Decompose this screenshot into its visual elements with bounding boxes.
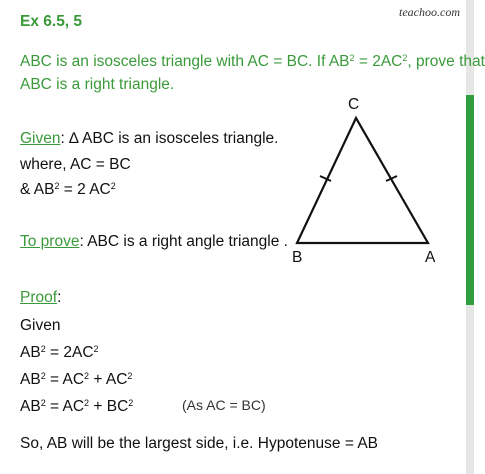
sup: 2 (40, 371, 46, 382)
step1-a: AB (20, 344, 41, 361)
proof-given: Given (20, 317, 61, 334)
sup: 2 (40, 398, 46, 409)
proof-label: Proof (20, 289, 58, 306)
to-prove-text: : ABC is a right angle triangle . (79, 233, 288, 250)
sup: 2 (127, 371, 133, 382)
step2-a: AB (20, 371, 41, 388)
question-text-b: = 2AC (354, 53, 403, 70)
given-text: : ∆ ABC is an isosceles triangle. (60, 130, 279, 147)
sup: 2 (128, 398, 134, 409)
step1-b: = 2AC (45, 344, 94, 361)
question-text-a: ABC is an isosceles triangle with AC = BC. If AB (20, 53, 350, 70)
proof-colon: : (57, 289, 62, 306)
sup: 2 (110, 181, 116, 192)
sup: 2 (402, 53, 408, 64)
step3-a: AB (20, 398, 41, 415)
sup: 2 (40, 344, 46, 355)
sup: 2 (54, 181, 60, 192)
sup: 2 (84, 371, 90, 382)
cond-a: & AB (20, 181, 55, 198)
to-prove-label: To prove (20, 233, 80, 250)
triangle-shape (297, 118, 428, 243)
question-line-2: ABC is a right triangle. (20, 76, 175, 93)
step2-c: + AC (89, 371, 128, 388)
sup: 2 (349, 53, 355, 64)
step3-c: + BC (89, 398, 129, 415)
given-label: Given (20, 130, 61, 147)
sup: 2 (84, 398, 90, 409)
vertex-label-c: C (348, 96, 360, 113)
step3-b: = AC (45, 398, 85, 415)
sup: 2 (93, 344, 99, 355)
step2-b: = AC (45, 371, 85, 388)
vertex-label-b: B (292, 249, 303, 266)
vertex-label-a: A (425, 249, 436, 266)
brand-logo: teachoo.com (399, 5, 460, 19)
exercise-number: Ex 6.5, 5 (20, 13, 83, 30)
proof-conclusion: So, AB will be the largest side, i.e. Hypotenuse = AB (20, 435, 378, 452)
cond-b: = 2 AC (59, 181, 111, 198)
step3-note: (As AC = BC) (182, 397, 266, 413)
question-text-c: , prove that (407, 53, 485, 70)
given-where: where, AC = BC (20, 156, 131, 173)
